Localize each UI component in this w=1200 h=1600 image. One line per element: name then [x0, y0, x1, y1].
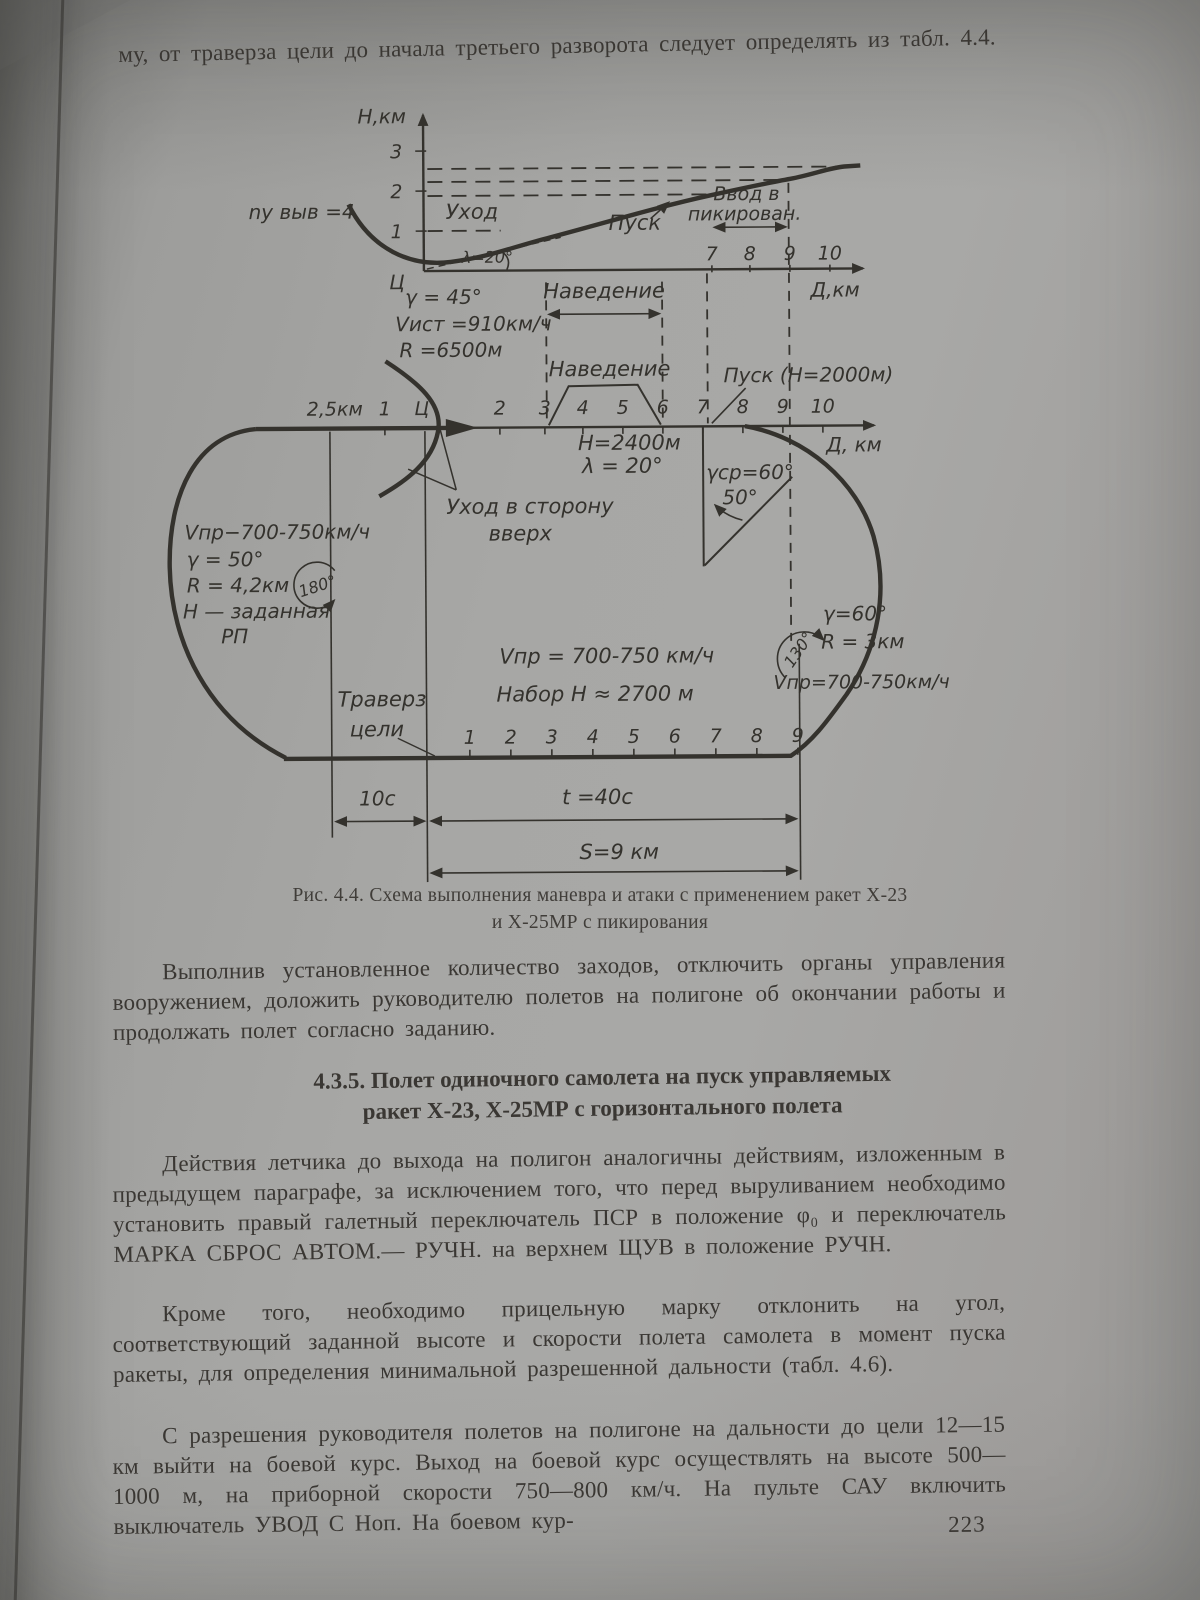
naved-label-1: Наведение: [543, 278, 665, 304]
guidance-trapezoid: [549, 385, 661, 426]
gamma-sr-label: γср=60°: [706, 459, 794, 485]
aircraft-direction-arrowhead: [446, 419, 478, 437]
figure-caption-line1: Рис. 4.4. Схема выполнения маневра и атаки с применением ракет Х-23: [292, 885, 908, 906]
deg130-label: 130°: [779, 628, 818, 671]
vpr-mid-label: Vпр = 700-750 км/ч: [499, 643, 715, 669]
paragraph-3: С разрешения руководителя полетов на полигоне на дальности до цели 12—15 км выйти на боевой курс. Выход на боевой курс осуществлять на высоте 500—1000 м, на приборной скорости 750—800 км/ч. На пульте САУ включить выключатель УВОД С Ноп. На боевом кур-: [112, 1411, 1007, 1539]
bottom-tick-3: 3: [545, 726, 558, 749]
h-zadannaya-label: Н — заданная: [182, 598, 331, 624]
r3-label: R = 3км: [821, 629, 905, 654]
deg180-label: 180°: [296, 571, 339, 602]
d-tick-7: 7: [705, 243, 718, 266]
plan-tick-10: 10: [810, 395, 835, 418]
bottom-tick-2: 2: [504, 726, 517, 749]
plan-tick-c: Ц: [414, 398, 430, 421]
d-axis-line: [424, 268, 863, 271]
paragraph-1: Действия летчика до выхода на полигон аналогичны действиям, изложенным в предыдущем параграфе, за исключением того, что перед выруливанием необходимо установить правый галетный переключатель ПСР в положение φ₀ и переключатель МАРКА СБРОС АВТОМ.— РУЧН. на верхнем ЩУВ в положение РУЧН.: [112, 1139, 1007, 1267]
figure-caption-line2: и Х-25МР с пикирования: [491, 912, 709, 933]
bottom-tick-7: 7: [709, 725, 722, 748]
plan-tick-4: 4: [576, 397, 589, 420]
vpr-right-label: Vпр=700-750км/ч: [773, 670, 950, 694]
dive-vertical-line: [703, 426, 704, 566]
distance-9km-label: S=9 км: [579, 839, 660, 865]
plan-tick-25km: 2,5км: [306, 398, 363, 421]
h-axis-ticks: [415, 151, 426, 231]
dimension-arrows: [336, 819, 796, 874]
traverz-label-2: цели: [349, 717, 405, 742]
h-axis-label: Н,км: [357, 104, 407, 129]
time-10s-label: 10с: [359, 786, 396, 811]
r42-label: R = 4,2км: [186, 572, 290, 598]
page-number: 223: [948, 1511, 986, 1537]
uhod-label: Уход: [445, 199, 499, 224]
d-tick-9: 9: [783, 242, 796, 265]
section-heading-line1: 4.3.5. Полет одиночного самолета на пуск управляемых: [313, 1060, 892, 1094]
d-tick-8: 8: [743, 243, 756, 266]
h-tick-3: 3: [390, 141, 403, 164]
plan-tick-3: 3: [538, 397, 551, 420]
vvod-line2: пикирован.: [687, 202, 802, 226]
vist-label: Vист =910км/ч: [395, 311, 552, 337]
bottom-tick-4: 4: [586, 726, 599, 749]
bottom-tick-9: 9: [791, 724, 804, 747]
plan-tick-7: 7: [696, 396, 709, 419]
deg50-label: 50°: [722, 485, 758, 510]
h-tick-1: 1: [390, 221, 403, 244]
target-c-label: Ц: [389, 270, 405, 295]
nabor-label: Набор Н ≈ 2700 м: [496, 681, 694, 707]
racetrack-bottom-edge: [284, 756, 792, 759]
bottom-tick-1: 1: [463, 726, 476, 749]
rp-label: РП: [221, 624, 249, 649]
plan-tick-1: 1: [378, 398, 391, 421]
vvod-line1: Ввод в: [713, 182, 780, 206]
naved-span-arrow: [549, 314, 659, 315]
plan-tick-9: 9: [776, 395, 789, 418]
maneuver-plan-view: [168, 355, 950, 884]
r6500-label: R =6500м: [399, 337, 503, 363]
plan-tick-2: 2: [493, 397, 506, 420]
plan-tick-6: 6: [656, 396, 669, 419]
gamma60-label: γ=60°: [822, 601, 888, 626]
plan-tick-8: 8: [736, 396, 749, 419]
uhod-side-label-1: Уход в сторону: [446, 493, 614, 519]
paragraph-after-figure: Выполнив установленное количество заходов, отключить органы управления вооружением, доложить руководителю полетов на полигоне об окончании работы и продолжать полет согласно заданию.: [112, 947, 1006, 1045]
d-axis-label: Д,км: [810, 277, 860, 302]
bottom-tick-8: 8: [750, 725, 763, 748]
lam20-label: λ = 20°: [582, 453, 663, 479]
uhod-side-label-2: вверх: [488, 521, 553, 546]
h-axis-line: [423, 115, 424, 271]
h-tick-2: 2: [390, 181, 403, 204]
h2400-label: Н=2400м: [577, 430, 681, 456]
plan-tick-5: 5: [616, 396, 629, 419]
traverz-label-1: Траверз: [337, 687, 427, 712]
d-tick-10: 10: [817, 242, 842, 265]
intro-paragraph: му, от траверза цели до начала третьего разворота следует определять из табл. 4.4.: [118, 24, 996, 67]
vpr-left-label: Vпр−700-750км/ч: [184, 519, 371, 545]
bottom-tick-6: 6: [668, 725, 681, 748]
paragraph-2: Кроме того, необходимо прицельную марку отклонить на угол, соответствующий заданной высоте и скорости полета самолета в момент пуска ракеты, для определения минимальной разрешенной дальности (табл. 4.6).: [112, 1289, 1006, 1387]
naved-label-2: Наведение: [548, 356, 671, 382]
ny-viv-label: nу выв =4: [248, 199, 355, 225]
section-heading-line2: ракет Х-23, Х-25МР с горизонтального полета: [362, 1092, 843, 1125]
lambda20-label: λ=20°: [461, 247, 514, 267]
gamma45-label: γ = 45°: [405, 284, 482, 310]
plan-d-axis-label: Д, км: [826, 432, 882, 457]
racetrack-top-edge: [256, 428, 450, 429]
pusk-label: Пуск: [608, 210, 662, 235]
time-40s-label: t =40с: [562, 784, 633, 810]
gamma50-label: γ = 50°: [186, 547, 264, 572]
pusk2000-label: Пуск (Н=2000м): [723, 362, 894, 388]
bottom-tick-5: 5: [627, 725, 640, 748]
